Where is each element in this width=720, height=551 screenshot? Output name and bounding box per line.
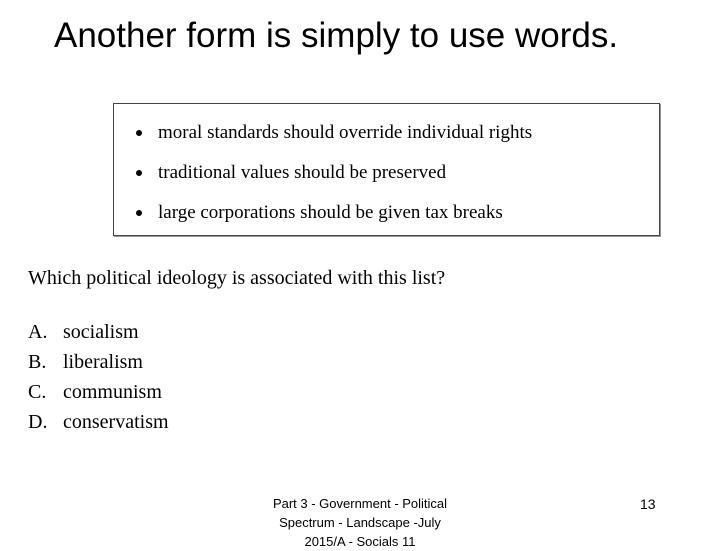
footer-line: 2015/A - Socials 11	[304, 534, 416, 549]
option-text: communism	[63, 381, 162, 403]
option-c	[28, 380, 162, 404]
option-text: conservatism	[63, 411, 169, 433]
bullet-text: large corporations should be given tax breaks	[158, 202, 503, 223]
bullet-text: traditional values should be preserved	[158, 162, 447, 183]
bullet-item-traditional-values	[158, 162, 446, 184]
option-text: socialism	[63, 321, 139, 343]
bullet-item-moral-standards	[158, 122, 532, 144]
page-number: 13	[640, 496, 656, 512]
option-letter: C.	[28, 381, 47, 403]
slide-footer	[250, 494, 470, 549]
option-b	[28, 350, 143, 374]
slide-title: Another form is simply to use words.	[54, 16, 619, 55]
bullet-icon	[136, 130, 142, 136]
option-letter: D.	[28, 411, 48, 433]
bullet-icon	[136, 210, 142, 216]
option-d	[28, 410, 169, 434]
bullet-text: moral standards should override individual rights	[158, 122, 533, 143]
option-a	[28, 320, 139, 344]
option-text: liberalism	[63, 351, 143, 373]
question-text: Which political ideology is associated with this list?	[28, 267, 446, 289]
bullet-item-tax-breaks	[158, 202, 503, 224]
bullet-icon	[136, 170, 142, 176]
bullet-box	[113, 103, 660, 236]
option-letter: A.	[28, 321, 48, 343]
option-letter: B.	[28, 351, 47, 373]
footer-line: Spectrum - Landscape -July	[279, 515, 441, 530]
footer-line: Part 3 - Government - Political	[272, 496, 448, 511]
